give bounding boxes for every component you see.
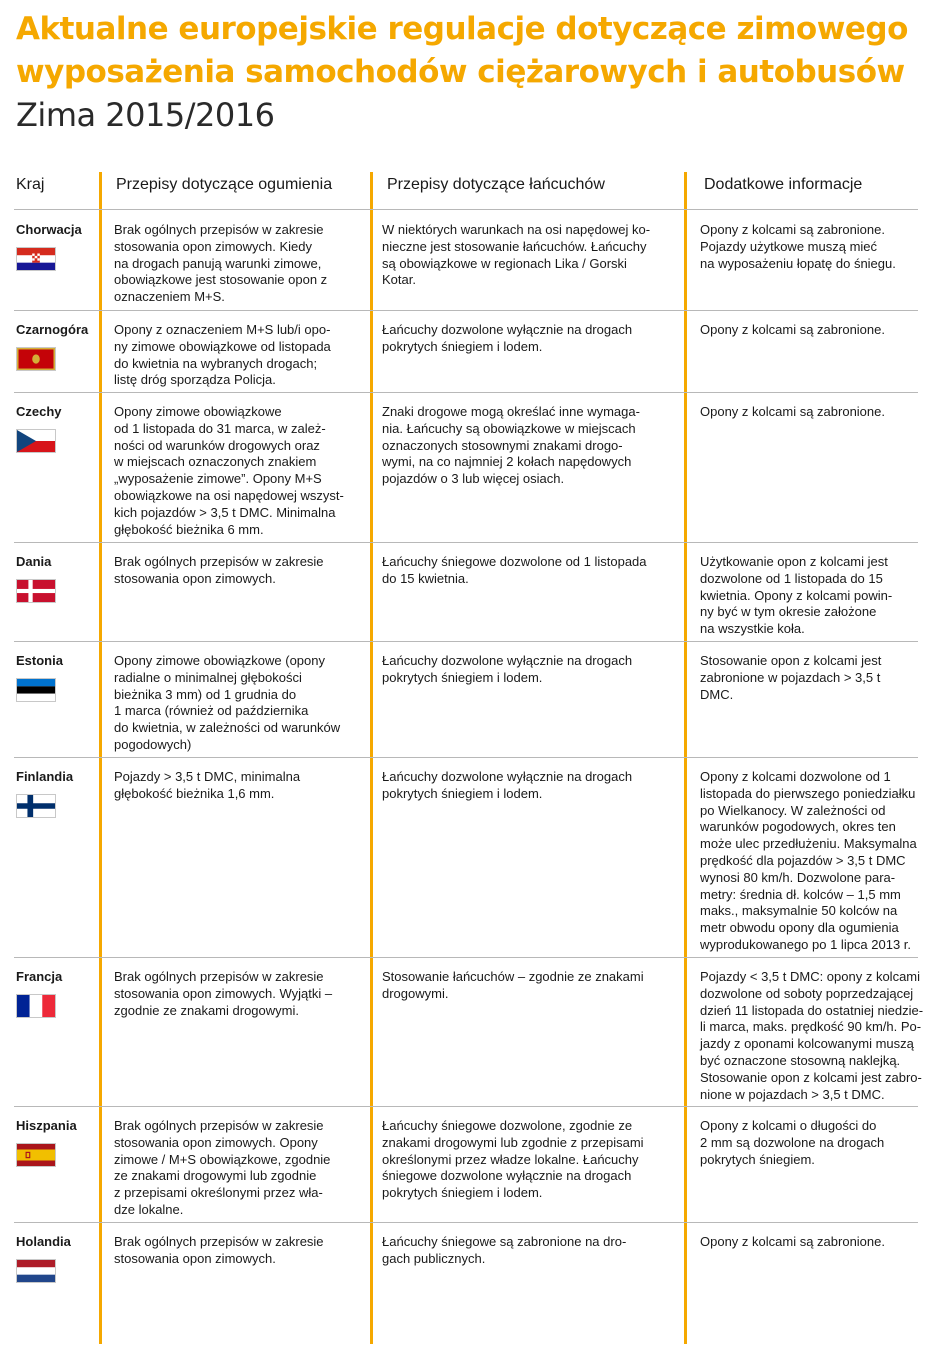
info-cell: Opony z kolcami są zabronione. Pojazdy użytkowe muszą mieć na wyposażeniu łopatę do śniegu. (700, 222, 896, 271)
info-cell: Opony z kolcami o długości do 2 mm są dozwolone na drogach pokrytych śniegiem. (700, 1118, 885, 1167)
info-cell: Opony z kolcami są zabronione. (700, 322, 885, 337)
tires-cell: Opony z oznaczeniem M+S lub/i opo- ny zimowe obowiązkowe od listopada do kwietnia na wybranych drogach; listę dróg sporządza Policja. (114, 322, 331, 388)
country-name: Czarnogóra (16, 322, 89, 337)
info-cell: Użytkowanie opon z kolcami jest dozwolone od 1 listopada do 15 kwietnia. Opony z kolcami powin- ny być w tym okresie założone na wszystkie koła. (700, 554, 893, 637)
chains-cell: Stosowanie łańcuchów – zgodnie ze znakami drogowymi. (382, 969, 644, 1001)
table-row (0, 392, 950, 542)
flag-spain-icon (16, 1143, 56, 1167)
country-name: Estonia (16, 653, 63, 668)
chains-cell: Znaki drogowe mogą określać inne wymaga- nia. Łańcuchy są obowiązkowe w miejscach oznaczonych stosownymi znakami drogo- wymi, na co najmniej 2 kołach napędowych pojazdów o 3 lub więcej osiach. (382, 404, 640, 487)
chains-cell: W niektórych warunkach na osi napędowej ko- nieczne jest stosowanie łańcuchów. Łańcuchy są obowiązkowe w regionach Lika / Gorski Kotar. (382, 222, 651, 288)
header-country: Kraj (16, 176, 45, 193)
page-subtitle: Zima 2015/2016 (16, 96, 275, 134)
header-tires: Przepisy dotyczące ogumienia (116, 176, 333, 193)
tires-cell: Opony zimowe obowiązkowe (opony radialne o minimalnej głębokości bieżnika 3 mm) od 1 grudnia do 1 marca (również od października do kwietnia, w zależności od warunków pogodowych) (114, 653, 341, 752)
flag-montenegro-icon (16, 347, 56, 371)
country-name: Chorwacja (16, 222, 82, 237)
tires-cell: Brak ogólnych przepisów w zakresie stosowania opon zimowych. Wyjątki – zgodnie ze znakami drogowymi. (114, 969, 333, 1018)
tires-cell: Brak ogólnych przepisów w zakresie stosowania opon zimowych. Kiedy na drogach panują warunki zimowe, obowiązkowe jest stosowanie opon z oznaczeniem M+S. (114, 222, 328, 305)
header-info: Dodatkowe informacje (704, 176, 863, 193)
flag-finland-icon (16, 794, 56, 818)
flag-netherlands-icon (16, 1259, 56, 1283)
info-cell: Opony z kolcami dozwolone od 1 listopada do pierwszego poniedziałku po Wielkanocy. W zależności od warunków pogodowych, okres ten może ulec przedłużeniu. Maksymalna prędkość dla pojazdów > 3,5 t DMC wynosi 80 km/h. Dozwolone para- metry: średnia dł. kolców – 1,5 mm maks., maksymalnie 50 kolców na metr obwodu opony dla ogumienia wyprodukowanego po 1 lipca 2013 r. (700, 769, 917, 952)
table-row (0, 1222, 950, 1342)
country-name: Hiszpania (16, 1118, 77, 1133)
country-name: Dania (16, 554, 52, 569)
country-name: Francja (16, 969, 63, 984)
info-cell: Opony z kolcami są zabronione. (700, 1234, 885, 1249)
country-name: Finlandia (16, 769, 74, 784)
tires-cell: Opony zimowe obowiązkowe od 1 listopada do 31 marca, w zależ- ności od warunków drogowych oraz w miejscach oznaczonych znakiem „wyposażenie zimowe”. Opony M+S obowiązkowe na osi napędowej wszyst- kich pojazdów > 3,5 t DMC. Minimalna głębokość bieżnika 6 mm. (114, 404, 344, 537)
country-name: Holandia (16, 1234, 71, 1249)
tires-cell: Pojazdy > 3,5 t DMC, minimalna głębokość bieżnika 1,6 mm. (114, 769, 301, 801)
chains-cell: Łańcuchy śniegowe są zabronione na dro- gach publicznych. (382, 1234, 627, 1266)
table-row (0, 310, 950, 392)
info-cell: Pojazdy < 3,5 t DMC: opony z kolcami dozwolone od soboty poprzedzającej dzień 11 listopada do ostatniej niedzie- li marca, maks. prędkość 90 km/h. Po- jazdy z oponami kolcowanymi muszą być oznaczone stosowną naklejką. Stosowanie opon z kolcami jest zabro- nione w pojazdach > 3,5 t DMC. (700, 969, 924, 1102)
table-row (0, 1106, 950, 1222)
table-row (0, 757, 950, 957)
info-cell: Opony z kolcami są zabronione. (700, 404, 885, 419)
chains-cell: Łańcuchy dozwolone wyłącznie na drogach pokrytych śniegiem i lodem. (382, 653, 633, 685)
flag-croatia-icon (16, 247, 56, 271)
chains-cell: Łańcuchy dozwolone wyłącznie na drogach pokrytych śniegiem i lodem. (382, 322, 633, 354)
page-title (16, 8, 936, 94)
title-line-1: Aktualne europejskie regulacje dotyczące zimowego (16, 11, 908, 47)
info-cell: Stosowanie opon z kolcami jest zabronione w pojazdach > 3,5 t DMC. (700, 653, 882, 702)
table-row (0, 210, 950, 310)
table-row (0, 957, 950, 1106)
flag-denmark-icon (16, 579, 56, 603)
chains-cell: Łańcuchy śniegowe dozwolone od 1 listopada do 15 kwietnia. (382, 554, 647, 586)
chains-cell: Łańcuchy dozwolone wyłącznie na drogach pokrytych śniegiem i lodem. (382, 769, 633, 801)
header-chains: Przepisy dotyczące łańcuchów (387, 176, 605, 193)
tires-cell: Brak ogólnych przepisów w zakresie stosowania opon zimowych. (114, 554, 324, 586)
flag-estonia-icon (16, 678, 56, 702)
chains-cell: Łańcuchy śniegowe dozwolone, zgodnie ze znakami drogowymi lub zgodnie z przepisami określonymi przez władze lokalne. Łańcuchy śniegowe dozwolone wyłącznie na drogach pokrytych śniegiem i lodem. (382, 1118, 644, 1201)
tires-cell: Brak ogólnych przepisów w zakresie stosowania opon zimowych. Opony zimowe / M+S obowiązkowe, zgodnie ze znakami drogowymi lub zgodnie z przepisami określonymi przez wła- dze lokalne. (114, 1118, 331, 1217)
table-row (0, 542, 950, 641)
flag-france-icon (16, 994, 56, 1018)
table-row (0, 641, 950, 757)
tires-cell: Brak ogólnych przepisów w zakresie stosowania opon zimowych. (114, 1234, 324, 1266)
title-line-2: wyposażenia samochodów ciężarowych i autobusów (16, 54, 905, 90)
flag-czechia-icon (16, 429, 56, 453)
country-name: Czechy (16, 404, 62, 419)
